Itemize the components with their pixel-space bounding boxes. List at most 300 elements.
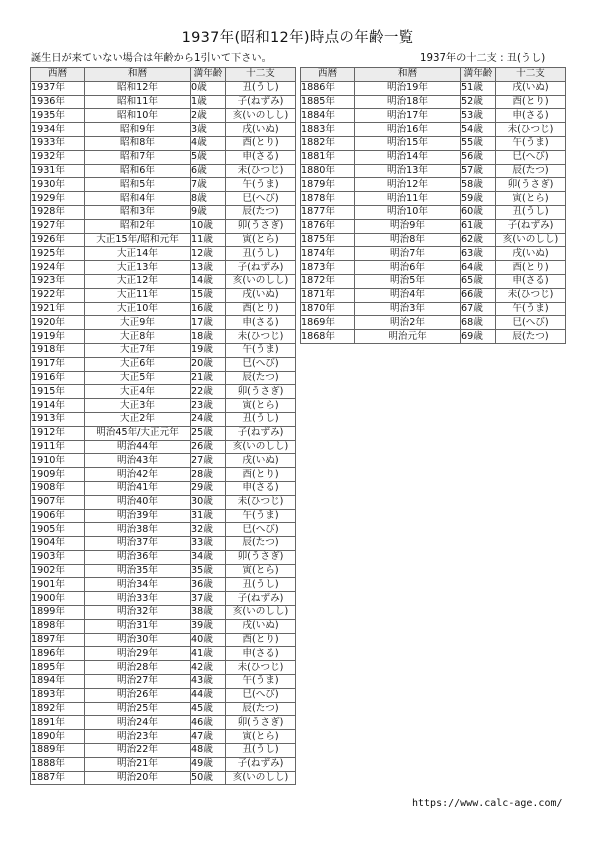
japanese-era-cell: 明治32年 xyxy=(85,606,191,620)
table-row xyxy=(31,688,296,702)
table-row xyxy=(31,247,296,261)
western-year-cell: 1875年 xyxy=(301,233,355,247)
japanese-era-cell: 明治6年 xyxy=(355,261,461,275)
zodiac-cell: 酉(とり) xyxy=(226,468,296,482)
age-cell: 61歳 xyxy=(461,219,496,233)
zodiac-cell: 卯(うさぎ) xyxy=(496,178,566,192)
table-row xyxy=(31,95,296,109)
table-row xyxy=(31,440,296,454)
table-row xyxy=(31,481,296,495)
zodiac-cell: 辰(たつ) xyxy=(496,330,566,344)
age-cell: 29歳 xyxy=(191,481,226,495)
western-year-cell: 1922年 xyxy=(31,288,85,302)
table-row xyxy=(31,316,296,330)
western-year-cell: 1932年 xyxy=(31,150,85,164)
japanese-era-cell: 大正10年 xyxy=(85,302,191,316)
japanese-era-cell: 昭和10年 xyxy=(85,109,191,123)
western-year-cell: 1872年 xyxy=(301,274,355,288)
western-year-cell: 1921年 xyxy=(31,302,85,316)
western-year-cell: 1893年 xyxy=(31,688,85,702)
western-year-cell: 1871年 xyxy=(301,288,355,302)
age-cell: 58歳 xyxy=(461,178,496,192)
table-row xyxy=(31,261,296,275)
western-year-cell: 1926年 xyxy=(31,233,85,247)
zodiac-cell: 丑(うし) xyxy=(226,81,296,95)
table-row xyxy=(31,661,296,675)
age-cell: 44歳 xyxy=(191,688,226,702)
zodiac-cell: 午(うま) xyxy=(496,302,566,316)
header-zodiac: 十二支 xyxy=(496,68,566,82)
japanese-era-cell: 明治11年 xyxy=(355,192,461,206)
age-cell: 57歳 xyxy=(461,164,496,178)
table-row xyxy=(301,81,566,95)
table-row xyxy=(31,192,296,206)
age-cell: 47歳 xyxy=(191,730,226,744)
zodiac-cell: 巳(へび) xyxy=(226,523,296,537)
japanese-era-cell: 明治34年 xyxy=(85,578,191,592)
japanese-era-cell: 昭和4年 xyxy=(85,192,191,206)
zodiac-cell: 未(ひつじ) xyxy=(496,123,566,137)
zodiac-cell: 戌(いぬ) xyxy=(226,288,296,302)
table-row xyxy=(301,261,566,275)
japanese-era-cell: 明治43年 xyxy=(85,454,191,468)
japanese-era-cell: 明治37年 xyxy=(85,537,191,551)
western-year-cell: 1927年 xyxy=(31,219,85,233)
zodiac-cell: 子(ねずみ) xyxy=(226,261,296,275)
table-row xyxy=(31,550,296,564)
table-row xyxy=(301,302,566,316)
zodiac-cell: 卯(うさぎ) xyxy=(226,219,296,233)
age-cell: 19歳 xyxy=(191,343,226,357)
western-year-cell: 1936年 xyxy=(31,95,85,109)
table-row xyxy=(31,219,296,233)
japanese-era-cell: 明治12年 xyxy=(355,178,461,192)
table-row xyxy=(31,523,296,537)
western-year-cell: 1934年 xyxy=(31,123,85,137)
age-cell: 39歳 xyxy=(191,619,226,633)
western-year-cell: 1899年 xyxy=(31,606,85,620)
japanese-era-cell: 明治4年 xyxy=(355,288,461,302)
japanese-era-cell: 明治24年 xyxy=(85,716,191,730)
zodiac-cell: 子(ねずみ) xyxy=(226,426,296,440)
western-year-cell: 1904年 xyxy=(31,537,85,551)
japanese-era-cell: 大正15年/昭和元年 xyxy=(85,233,191,247)
age-cell: 24歳 xyxy=(191,412,226,426)
japanese-era-cell: 大正4年 xyxy=(85,385,191,399)
zodiac-cell: 子(ねずみ) xyxy=(496,219,566,233)
age-cell: 64歳 xyxy=(461,261,496,275)
table-row xyxy=(31,468,296,482)
japanese-era-cell: 昭和12年 xyxy=(85,81,191,95)
age-cell: 45歳 xyxy=(191,702,226,716)
zodiac-cell: 辰(たつ) xyxy=(226,537,296,551)
zodiac-cell: 酉(とり) xyxy=(496,95,566,109)
zodiac-cell: 丑(うし) xyxy=(496,205,566,219)
age-cell: 65歳 xyxy=(461,274,496,288)
table-row xyxy=(31,123,296,137)
zodiac-cell: 亥(いのしし) xyxy=(226,606,296,620)
age-cell: 40歳 xyxy=(191,633,226,647)
japanese-era-cell: 明治8年 xyxy=(355,233,461,247)
japanese-era-cell: 明治45年/大正元年 xyxy=(85,426,191,440)
japanese-era-cell: 明治7年 xyxy=(355,247,461,261)
zodiac-cell: 未(ひつじ) xyxy=(226,330,296,344)
table-row xyxy=(301,274,566,288)
age-cell: 33歳 xyxy=(191,537,226,551)
western-year-cell: 1878年 xyxy=(301,192,355,206)
western-year-cell: 1901年 xyxy=(31,578,85,592)
western-year-cell: 1883年 xyxy=(301,123,355,137)
japanese-era-cell: 昭和7年 xyxy=(85,150,191,164)
zodiac-cell: 午(うま) xyxy=(226,675,296,689)
table-row xyxy=(31,495,296,509)
japanese-era-cell: 明治35年 xyxy=(85,564,191,578)
western-year-cell: 1920年 xyxy=(31,316,85,330)
age-cell: 48歳 xyxy=(191,744,226,758)
japanese-era-cell: 昭和5年 xyxy=(85,178,191,192)
header-age: 満年齢 xyxy=(461,68,496,82)
age-cell: 46歳 xyxy=(191,716,226,730)
table-row xyxy=(31,81,296,95)
japanese-era-cell: 明治2年 xyxy=(355,316,461,330)
table-row xyxy=(31,150,296,164)
japanese-era-cell: 明治13年 xyxy=(355,164,461,178)
age-cell: 17歳 xyxy=(191,316,226,330)
header-western-year: 西暦 xyxy=(301,68,355,82)
table-row xyxy=(31,730,296,744)
age-cell: 14歳 xyxy=(191,274,226,288)
zodiac-cell: 寅(とら) xyxy=(226,233,296,247)
zodiac-cell: 丑(うし) xyxy=(226,744,296,758)
japanese-era-cell: 大正12年 xyxy=(85,274,191,288)
age-cell: 59歳 xyxy=(461,192,496,206)
zodiac-cell: 巳(へび) xyxy=(496,316,566,330)
zodiac-cell: 未(ひつじ) xyxy=(226,164,296,178)
western-year-cell: 1870年 xyxy=(301,302,355,316)
japanese-era-cell: 明治17年 xyxy=(355,109,461,123)
western-year-cell: 1876年 xyxy=(301,219,355,233)
table-row xyxy=(31,178,296,192)
table-row xyxy=(31,702,296,716)
age-cell: 3歳 xyxy=(191,123,226,137)
table-row xyxy=(31,274,296,288)
table-row xyxy=(301,205,566,219)
zodiac-cell: 丑(うし) xyxy=(226,247,296,261)
japanese-era-cell: 明治29年 xyxy=(85,647,191,661)
age-cell: 13歳 xyxy=(191,261,226,275)
age-cell: 32歳 xyxy=(191,523,226,537)
zodiac-cell: 亥(いのしし) xyxy=(226,771,296,785)
western-year-cell: 1900年 xyxy=(31,592,85,606)
table-row xyxy=(301,219,566,233)
japanese-era-cell: 昭和8年 xyxy=(85,136,191,150)
japanese-era-cell: 明治9年 xyxy=(355,219,461,233)
western-year-cell: 1889年 xyxy=(31,744,85,758)
age-cell: 30歳 xyxy=(191,495,226,509)
western-year-cell: 1891年 xyxy=(31,716,85,730)
japanese-era-cell: 明治41年 xyxy=(85,481,191,495)
japanese-era-cell: 明治33年 xyxy=(85,592,191,606)
table-row xyxy=(31,647,296,661)
japanese-era-cell: 明治40年 xyxy=(85,495,191,509)
japanese-era-cell: 大正13年 xyxy=(85,261,191,275)
zodiac-cell: 酉(とり) xyxy=(226,136,296,150)
table-row xyxy=(301,330,566,344)
age-cell: 11歳 xyxy=(191,233,226,247)
header-japanese-era: 和暦 xyxy=(355,68,461,82)
age-cell: 22歳 xyxy=(191,385,226,399)
western-year-cell: 1903年 xyxy=(31,550,85,564)
western-year-cell: 1918年 xyxy=(31,343,85,357)
western-year-cell: 1913年 xyxy=(31,412,85,426)
zodiac-cell: 午(うま) xyxy=(226,343,296,357)
western-year-cell: 1909年 xyxy=(31,468,85,482)
western-year-cell: 1877年 xyxy=(301,205,355,219)
western-year-cell: 1868年 xyxy=(301,330,355,344)
table-row xyxy=(31,164,296,178)
table-header-row xyxy=(31,68,296,82)
western-year-cell: 1879年 xyxy=(301,178,355,192)
zodiac-cell: 巳(へび) xyxy=(226,357,296,371)
zodiac-cell: 辰(たつ) xyxy=(496,164,566,178)
table-row xyxy=(31,675,296,689)
japanese-era-cell: 大正6年 xyxy=(85,357,191,371)
age-cell: 26歳 xyxy=(191,440,226,454)
zodiac-cell: 申(さる) xyxy=(226,647,296,661)
table-row xyxy=(301,123,566,137)
zodiac-cell: 卯(うさぎ) xyxy=(226,385,296,399)
table-row xyxy=(301,95,566,109)
age-cell: 35歳 xyxy=(191,564,226,578)
japanese-era-cell: 明治16年 xyxy=(355,123,461,137)
western-year-cell: 1914年 xyxy=(31,399,85,413)
age-cell: 51歳 xyxy=(461,81,496,95)
table-row xyxy=(301,192,566,206)
age-cell: 37歳 xyxy=(191,592,226,606)
age-cell: 31歳 xyxy=(191,509,226,523)
japanese-era-cell: 明治19年 xyxy=(355,81,461,95)
western-year-cell: 1910年 xyxy=(31,454,85,468)
japanese-era-cell: 明治28年 xyxy=(85,661,191,675)
western-year-cell: 1895年 xyxy=(31,661,85,675)
japanese-era-cell: 大正2年 xyxy=(85,412,191,426)
western-year-cell: 1897年 xyxy=(31,633,85,647)
table-row xyxy=(301,150,566,164)
table-row xyxy=(31,606,296,620)
zodiac-cell: 亥(いのしし) xyxy=(226,440,296,454)
zodiac-cell: 辰(たつ) xyxy=(226,205,296,219)
table-row xyxy=(301,136,566,150)
age-cell: 9歳 xyxy=(191,205,226,219)
table-row xyxy=(31,233,296,247)
western-year-cell: 1882年 xyxy=(301,136,355,150)
japanese-era-cell: 大正8年 xyxy=(85,330,191,344)
japanese-era-cell: 明治21年 xyxy=(85,757,191,771)
age-cell: 16歳 xyxy=(191,302,226,316)
western-year-cell: 1931年 xyxy=(31,164,85,178)
zodiac-cell: 戌(いぬ) xyxy=(226,619,296,633)
japanese-era-cell: 明治25年 xyxy=(85,702,191,716)
japanese-era-cell: 明治38年 xyxy=(85,523,191,537)
table-row xyxy=(31,288,296,302)
western-year-cell: 1898年 xyxy=(31,619,85,633)
header-zodiac: 十二支 xyxy=(226,68,296,82)
japanese-era-cell: 明治3年 xyxy=(355,302,461,316)
western-year-cell: 1933年 xyxy=(31,136,85,150)
zodiac-cell: 午(うま) xyxy=(226,509,296,523)
age-cell: 55歳 xyxy=(461,136,496,150)
western-year-cell: 1885年 xyxy=(301,95,355,109)
western-year-cell: 1894年 xyxy=(31,675,85,689)
zodiac-cell: 戌(いぬ) xyxy=(496,247,566,261)
age-cell: 20歳 xyxy=(191,357,226,371)
table-row xyxy=(301,233,566,247)
table-row xyxy=(31,385,296,399)
western-year-cell: 1923年 xyxy=(31,274,85,288)
table-row xyxy=(301,178,566,192)
age-cell: 49歳 xyxy=(191,757,226,771)
western-year-cell: 1908年 xyxy=(31,481,85,495)
age-cell: 42歳 xyxy=(191,661,226,675)
zodiac-cell: 子(ねずみ) xyxy=(226,95,296,109)
table-row xyxy=(31,454,296,468)
japanese-era-cell: 明治20年 xyxy=(85,771,191,785)
age-cell: 21歳 xyxy=(191,371,226,385)
table-row xyxy=(301,316,566,330)
zodiac-cell: 卯(うさぎ) xyxy=(226,550,296,564)
zodiac-cell: 亥(いのしし) xyxy=(496,233,566,247)
zodiac-cell: 申(さる) xyxy=(226,150,296,164)
age-cell: 10歳 xyxy=(191,219,226,233)
zodiac-cell: 寅(とら) xyxy=(226,399,296,413)
table-row xyxy=(31,771,296,785)
japanese-era-cell: 明治10年 xyxy=(355,205,461,219)
japanese-era-cell: 大正5年 xyxy=(85,371,191,385)
japanese-era-cell: 明治23年 xyxy=(85,730,191,744)
table-row xyxy=(301,288,566,302)
table-row xyxy=(31,357,296,371)
footer-url: https://www.calc-age.com/ xyxy=(412,798,563,809)
zodiac-cell: 未(ひつじ) xyxy=(226,661,296,675)
zodiac-cell: 子(ねずみ) xyxy=(226,592,296,606)
table-row xyxy=(31,399,296,413)
japanese-era-cell: 明治30年 xyxy=(85,633,191,647)
age-cell: 2歳 xyxy=(191,109,226,123)
western-year-cell: 1880年 xyxy=(301,164,355,178)
western-year-cell: 1888年 xyxy=(31,757,85,771)
age-table-right xyxy=(300,67,566,344)
western-year-cell: 1874年 xyxy=(301,247,355,261)
age-cell: 43歳 xyxy=(191,675,226,689)
zodiac-cell: 丑(うし) xyxy=(226,578,296,592)
table-row xyxy=(31,509,296,523)
age-cell: 0歳 xyxy=(191,81,226,95)
table-body-right xyxy=(301,81,566,343)
western-year-cell: 1915年 xyxy=(31,385,85,399)
age-cell: 4歳 xyxy=(191,136,226,150)
table-row xyxy=(31,633,296,647)
japanese-era-cell: 大正11年 xyxy=(85,288,191,302)
age-cell: 25歳 xyxy=(191,426,226,440)
age-cell: 12歳 xyxy=(191,247,226,261)
western-year-cell: 1887年 xyxy=(31,771,85,785)
table-row xyxy=(31,109,296,123)
western-year-cell: 1906年 xyxy=(31,509,85,523)
age-cell: 62歳 xyxy=(461,233,496,247)
age-cell: 66歳 xyxy=(461,288,496,302)
western-year-cell: 1907年 xyxy=(31,495,85,509)
table-row xyxy=(31,412,296,426)
japanese-era-cell: 明治39年 xyxy=(85,509,191,523)
age-cell: 67歳 xyxy=(461,302,496,316)
zodiac-cell: 戌(いぬ) xyxy=(226,123,296,137)
zodiac-cell: 巳(へび) xyxy=(226,192,296,206)
japanese-era-cell: 昭和2年 xyxy=(85,219,191,233)
japanese-era-cell: 昭和3年 xyxy=(85,205,191,219)
age-cell: 52歳 xyxy=(461,95,496,109)
age-cell: 6歳 xyxy=(191,164,226,178)
age-cell: 36歳 xyxy=(191,578,226,592)
table-row xyxy=(31,619,296,633)
zodiac-cell: 子(ねずみ) xyxy=(226,757,296,771)
age-cell: 8歳 xyxy=(191,192,226,206)
japanese-era-cell: 明治15年 xyxy=(355,136,461,150)
table-row xyxy=(31,371,296,385)
table-header-row xyxy=(301,68,566,82)
table-row xyxy=(31,564,296,578)
japanese-era-cell: 明治18年 xyxy=(355,95,461,109)
western-year-cell: 1892年 xyxy=(31,702,85,716)
western-year-cell: 1937年 xyxy=(31,81,85,95)
table-body-left xyxy=(31,81,296,785)
age-cell: 15歳 xyxy=(191,288,226,302)
japanese-era-cell: 大正3年 xyxy=(85,399,191,413)
zodiac-cell: 丑(うし) xyxy=(226,412,296,426)
age-cell: 27歳 xyxy=(191,454,226,468)
western-year-cell: 1930年 xyxy=(31,178,85,192)
western-year-cell: 1911年 xyxy=(31,440,85,454)
zodiac-cell: 巳(へび) xyxy=(496,150,566,164)
zodiac-cell: 申(さる) xyxy=(496,274,566,288)
western-year-cell: 1919年 xyxy=(31,330,85,344)
zodiac-of-year-note: 1937年の十二支 : 丑(うし) xyxy=(420,53,546,64)
western-year-cell: 1916年 xyxy=(31,371,85,385)
japanese-era-cell: 大正14年 xyxy=(85,247,191,261)
japanese-era-cell: 明治26年 xyxy=(85,688,191,702)
age-cell: 5歳 xyxy=(191,150,226,164)
japanese-era-cell: 明治36年 xyxy=(85,550,191,564)
table-row xyxy=(31,757,296,771)
table-row xyxy=(31,578,296,592)
table-row xyxy=(31,330,296,344)
table-row xyxy=(31,426,296,440)
japanese-era-cell: 昭和11年 xyxy=(85,95,191,109)
japanese-era-cell: 明治5年 xyxy=(355,274,461,288)
western-year-cell: 1929年 xyxy=(31,192,85,206)
age-cell: 68歳 xyxy=(461,316,496,330)
table-row xyxy=(31,716,296,730)
japanese-era-cell: 明治44年 xyxy=(85,440,191,454)
zodiac-cell: 申(さる) xyxy=(226,481,296,495)
zodiac-cell: 辰(たつ) xyxy=(226,702,296,716)
table-row xyxy=(31,205,296,219)
age-cell: 41歳 xyxy=(191,647,226,661)
table-row xyxy=(31,592,296,606)
age-cell: 50歳 xyxy=(191,771,226,785)
japanese-era-cell: 明治元年 xyxy=(355,330,461,344)
age-cell: 18歳 xyxy=(191,330,226,344)
zodiac-cell: 戌(いぬ) xyxy=(496,81,566,95)
